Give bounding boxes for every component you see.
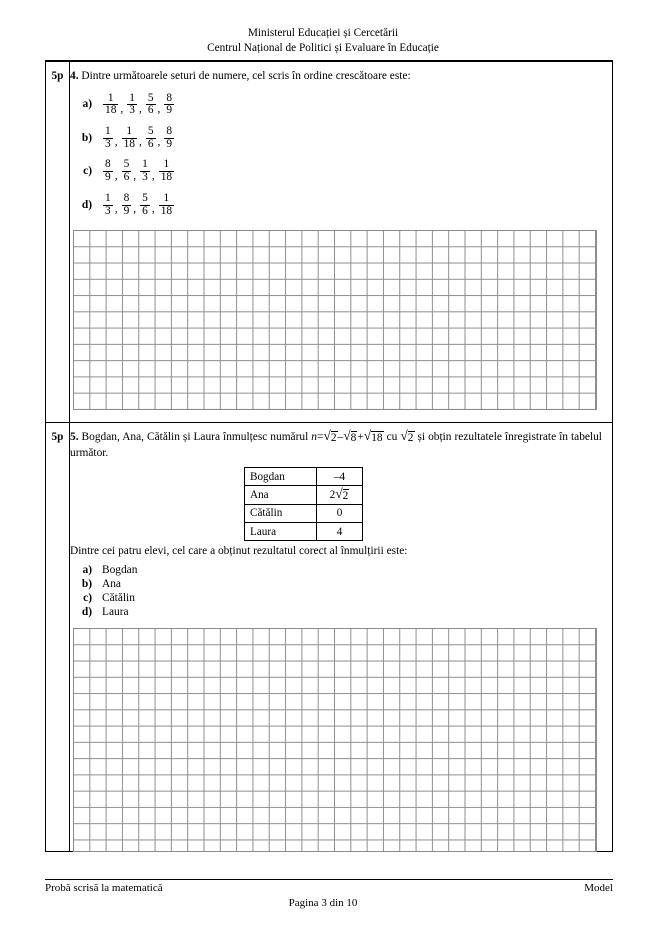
problem-4-statement (70, 69, 612, 85)
problem-5-statement (70, 430, 612, 461)
fraction-denominator: 3 (142, 171, 148, 184)
statement-mid-word: cu (386, 431, 398, 443)
multiplier-radical (400, 430, 414, 444)
expression-operator-2: + (357, 431, 364, 443)
problem-5-statement-text-2: și obțin rezultatele înregistrate în tabelul următor. (70, 431, 602, 459)
radicand: 18 (371, 431, 383, 444)
student-result: –4 (317, 468, 363, 486)
fraction-denominator: 6 (123, 171, 130, 184)
fraction-numerator: 1 (105, 124, 111, 137)
fraction-denominator: 9 (166, 137, 173, 150)
option-c-label: c) (83, 165, 92, 178)
fraction-numerator: 5 (147, 91, 154, 104)
fraction-numerator: 8 (105, 158, 111, 171)
footer-divider-rule (45, 879, 613, 880)
fraction-denominator: 3 (105, 137, 111, 150)
fraction-denominator: 3 (105, 204, 111, 217)
radical-sign-icon: √ (363, 428, 372, 443)
table-row (245, 504, 363, 522)
fraction-denominator: 6 (147, 104, 154, 117)
expression-variable: n (311, 431, 317, 443)
fraction-denominator: 18 (160, 171, 173, 184)
radicand: 8 (350, 431, 357, 444)
fraction-denominator: 18 (123, 137, 135, 150)
fraction-numerator: 1 (107, 91, 114, 104)
option-a-label: a) (82, 563, 92, 576)
problem-5-expression (311, 428, 386, 444)
option-a-value: $\frac{1}{18}$ , $\frac{1}{3}$ , $\frac{5}{6}$ , $\frac{8}{9}$ (105, 91, 173, 117)
student-name: Bogdan (245, 468, 317, 486)
radical-sign-icon: √ (343, 428, 351, 443)
student-name: Ana (245, 486, 317, 504)
fraction-denominator: 9 (123, 204, 130, 217)
problem-5-options (70, 564, 612, 618)
problem-5-points: 5p (51, 431, 64, 443)
fraction-denominator: 6 (142, 204, 148, 217)
results-table (244, 467, 363, 541)
radical-term-2 (343, 430, 357, 444)
problem-4-options (70, 92, 612, 218)
problem-4-answer-grid[interactable] (73, 230, 597, 410)
problem-4-option-b[interactable] (70, 125, 612, 150)
problem-5-number: 5. (70, 431, 79, 443)
table-row (245, 468, 363, 486)
result-coefficient: 2 (329, 489, 336, 502)
option-d-label: d) (81, 605, 92, 618)
fraction-numerator: 5 (147, 124, 154, 137)
expression-equals: = (316, 431, 324, 443)
fraction-numerator: 8 (166, 91, 173, 104)
header-ministry-line: Ministerul Educației și Cercetării (247, 27, 399, 39)
option-b-label: b) (81, 577, 92, 590)
expression-operator-1: – (337, 431, 344, 443)
option-b-label: b) (81, 131, 92, 144)
fraction-numerator: 5 (142, 191, 148, 204)
fraction-denominator: 18 (160, 204, 173, 217)
fraction-numerator: 8 (123, 191, 130, 204)
problem-5-answer-grid[interactable] (73, 628, 597, 852)
problem-5-option-d[interactable] (70, 606, 612, 618)
fraction-numerator: 1 (142, 158, 148, 171)
option-d-text: Laura (102, 605, 129, 618)
result-radical (335, 488, 349, 502)
radicand: 2 (407, 431, 414, 444)
fraction-numerator: 1 (105, 191, 111, 204)
option-a-text: Bogdan (102, 563, 138, 576)
fraction-denominator: 9 (166, 104, 173, 117)
option-d-value: $\frac{1}{3}$ , $\frac{8}{9}$ , $\frac{5}{6}$ , $\frac{1}{18}$ (105, 191, 173, 217)
problem-4-points: 5p (51, 70, 64, 82)
student-result: 4 (317, 522, 363, 540)
fraction-numerator: 1 (129, 91, 135, 104)
fraction-denominator: 18 (105, 104, 117, 117)
document-header (0, 26, 646, 55)
problem-5-prompt: Dintre cei patru elevi, cel care a obținut rezultatul corect al înmulțirii este: (70, 545, 408, 557)
student-name: Laura (245, 522, 317, 540)
student-name: Cătălin (245, 504, 317, 522)
student-result (317, 486, 363, 504)
problem-4-option-d[interactable] (70, 192, 612, 217)
student-result: 0 (317, 504, 363, 522)
problem-4-statement-text: Dintre următoarele seturi de numere, cel scris în ordine crescătoare este: (81, 70, 411, 82)
exam-content-table (45, 61, 613, 852)
option-c-label: c) (83, 591, 92, 604)
fraction-numerator: 8 (166, 124, 173, 137)
table-row (245, 486, 363, 504)
problem-4-option-c[interactable] (70, 158, 612, 183)
radical-sign-icon: √ (323, 428, 331, 443)
fraction-numerator: 5 (123, 158, 130, 171)
option-b-value: $\frac{1}{3}$ , $\frac{1}{18}$ , $\frac{5}{6}$ , $\frac{8}{9}$ (105, 124, 173, 150)
option-d-label: d) (81, 198, 92, 211)
radicand: 2 (330, 431, 337, 444)
fraction-denominator: 9 (105, 171, 111, 184)
radical-term-3 (364, 430, 384, 444)
problem-5-option-c[interactable] (70, 592, 612, 604)
option-b-text: Ana (102, 577, 121, 590)
radicand: 2 (342, 489, 349, 502)
table-row (245, 522, 363, 540)
fraction-denominator: 6 (147, 137, 154, 150)
fraction-denominator: 3 (129, 104, 135, 117)
footer-page-number: Pagina 3 din 10 (288, 897, 358, 909)
problem-4-number: 4. (70, 70, 79, 82)
radical-sign-icon: √ (335, 486, 343, 502)
problem-row-divider (46, 422, 612, 423)
footer-model-label: Model (584, 882, 613, 894)
problem-5-statement-text-1: Bogdan, Ana, Cătălin și Laura înmulțesc numărul (81, 431, 309, 443)
radical-term-1 (323, 430, 337, 444)
fraction-numerator: 1 (163, 158, 170, 171)
problem-4-option-a[interactable] (70, 92, 612, 117)
option-c-value: $\frac{8}{9}$ , $\frac{5}{6}$ , $\frac{1}{3}$ , $\frac{1}{18}$ (105, 158, 173, 184)
footer-exam-label: Probă scrisă la matematică (45, 882, 163, 894)
option-c-text: Cătălin (102, 591, 135, 604)
radical-sign-icon: √ (400, 428, 408, 443)
option-a-label: a) (82, 98, 92, 111)
problem-5-option-b[interactable] (70, 578, 612, 590)
problem-5-option-a[interactable] (70, 564, 612, 576)
fraction-numerator: 1 (126, 124, 133, 137)
fraction-numerator: 1 (163, 191, 170, 204)
header-center-line: Centrul Național de Politici și Evaluare în Educație (207, 41, 439, 54)
